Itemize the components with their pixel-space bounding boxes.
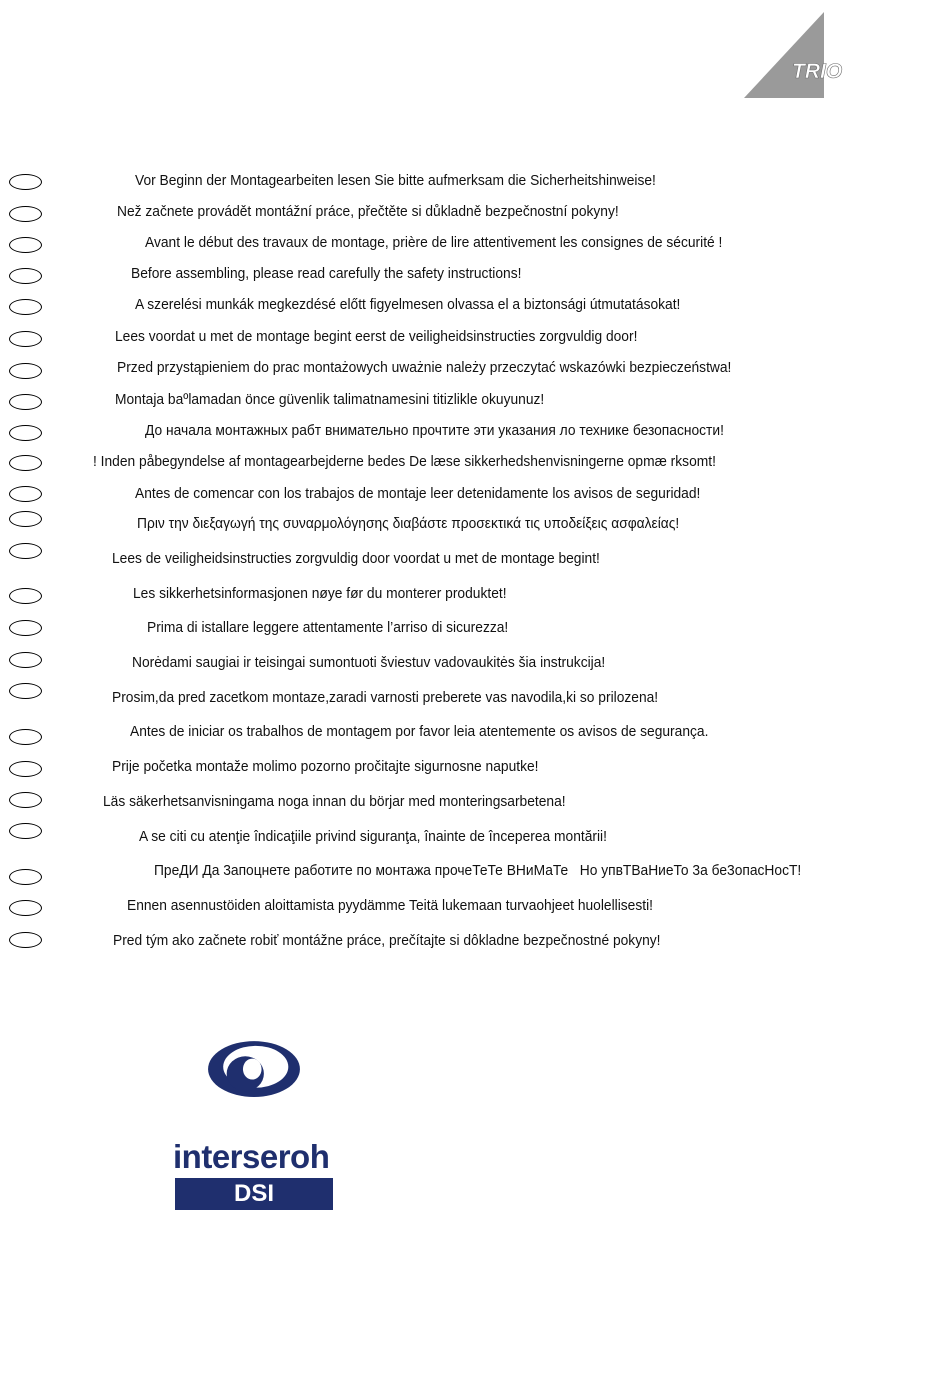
instruction-cs: Než začnete provádět montážní práce, přečtěte si důkladně bezpečnostní pokyny! (117, 203, 619, 220)
language-marker-icon (9, 237, 42, 253)
instruction-ro: A se citi cu atenţie îndicaţiile privind siguranţa, înainte de începerea montării! (139, 828, 607, 845)
language-marker-icon (9, 363, 42, 379)
language-marker-icon (9, 932, 42, 948)
language-marker-icon (9, 900, 42, 916)
interseroh-logo-mark (173, 1040, 335, 1140)
language-marker-icon (9, 729, 42, 745)
instruction-pt: Antes de iniciar os trabalhos de montagem por favor leia atentemente os avisos de segurança. (130, 723, 709, 740)
language-marker-icon (9, 761, 42, 777)
instruction-en: Before assembling, please read carefully the safety instructions! (131, 265, 522, 282)
language-marker-icon (9, 174, 42, 190)
language-marker-icon (9, 425, 42, 441)
instruction-sk: Pred tým ako začnete robiť montážne práce, prečítajte si dôkladne bezpečnostné pokyny! (113, 932, 661, 949)
language-marker-icon (9, 455, 42, 471)
language-marker-icon (9, 823, 42, 839)
language-marker-icon (9, 869, 42, 885)
instruction-pl: Przed przystąpieniem do prac montażowych uważnie należy przeczytać wskazówki bezpieczeństwa! (117, 359, 732, 376)
instruction-fi: Ennen asennustöiden aloittamista pyydämme Teitä lukemaan turvaohjeet huolellisesti! (127, 897, 653, 914)
language-marker-icon (9, 299, 42, 315)
dsi-badge: DSI (175, 1178, 333, 1210)
instruction-sv: Läs säkerhetsanvisningama noga innan du börjar med monteringsarbetena! (103, 793, 566, 810)
language-marker-icon (9, 792, 42, 808)
instruction-tr: Montaja baºlamadan önce güvenlik talimatnamesini titizlikle okuyunuz! (115, 391, 545, 408)
trio-logo (740, 10, 860, 100)
instruction-nl: Lees voordat u met de montage begint eerst de veiligheidsinstructies zorgvuldig door! (115, 328, 638, 345)
instruction-ru: До начала монтажных рабт внимательно прочтите эти указания ло технике безопасности! (145, 422, 724, 439)
instruction-bg: ПреДИ Да 3апоцнете работите по монтажа прочеТеТе ВНиМаТе Но упвТВаНиеТо 3а бе3опасНосТ! (154, 862, 802, 879)
instruction-hr: Prije početka montaže molimo pozorno pročitajte sigurnosne naputke! (112, 758, 539, 775)
language-marker-icon (9, 394, 42, 410)
language-marker-icon (9, 511, 42, 527)
instruction-es: Antes de comencar con los trabajos de montaje leer detenidamente los avisos de seguridad! (135, 485, 701, 502)
trio-wordmark: TRIO (792, 60, 843, 83)
instruction-nl-2: Lees de veiligheidsinstructies zorgvuldig door voordat u met de montage begint! (112, 550, 600, 567)
language-marker-icon (9, 331, 42, 347)
instruction-de: Vor Beginn der Montagearbeiten lesen Sie bitte aufmerksam die Sicherheitshinweise! (135, 172, 656, 189)
language-marker-icon (9, 683, 42, 699)
instruction-da: ! Inden påbegyndelse af montagearbejderne bedes De læse sikkerhedshenvisningerne opmæ rksomt! (93, 453, 716, 470)
instruction-fr: Avant le début des travaux de montage, prière de lire attentivement les consignes de sécurité ! (145, 234, 723, 251)
trio-triangle (744, 12, 824, 98)
language-marker-icon (9, 620, 42, 636)
instruction-sl: Prosim,da pred zacetkom montaze,zaradi varnosti preberete vas navodila,ki so prilozena! (112, 689, 659, 706)
language-marker-icon (9, 543, 42, 559)
instruction-lt: Norėdami saugiai ir teisingai sumontuoti šviestuv vadovaukitės šia instrukcija! (132, 654, 606, 671)
language-marker-icon (9, 486, 42, 502)
instruction-no: Les sikkerhetsinformasjonen nøye før du monterer produktet! (133, 585, 507, 602)
instruction-hu: A szerelési munkák megkezdésé előtt figyelmesen olvassa el a biztonsági útmutatásokat! (135, 296, 681, 313)
language-marker-icon (9, 268, 42, 284)
interseroh-wordmark: interseroh (173, 1138, 330, 1175)
language-marker-icon (9, 588, 42, 604)
language-marker-icon (9, 652, 42, 668)
instruction-el: Πριν την διεξαγωγή της συναρμολόγησης διαβάστε προσεκτικά τις υποδείξεις ασφαλείας! (137, 515, 680, 532)
instruction-it: Prima di istallare leggere attentamente l’arriso di sicurezza! (147, 619, 509, 636)
language-marker-icon (9, 206, 42, 222)
